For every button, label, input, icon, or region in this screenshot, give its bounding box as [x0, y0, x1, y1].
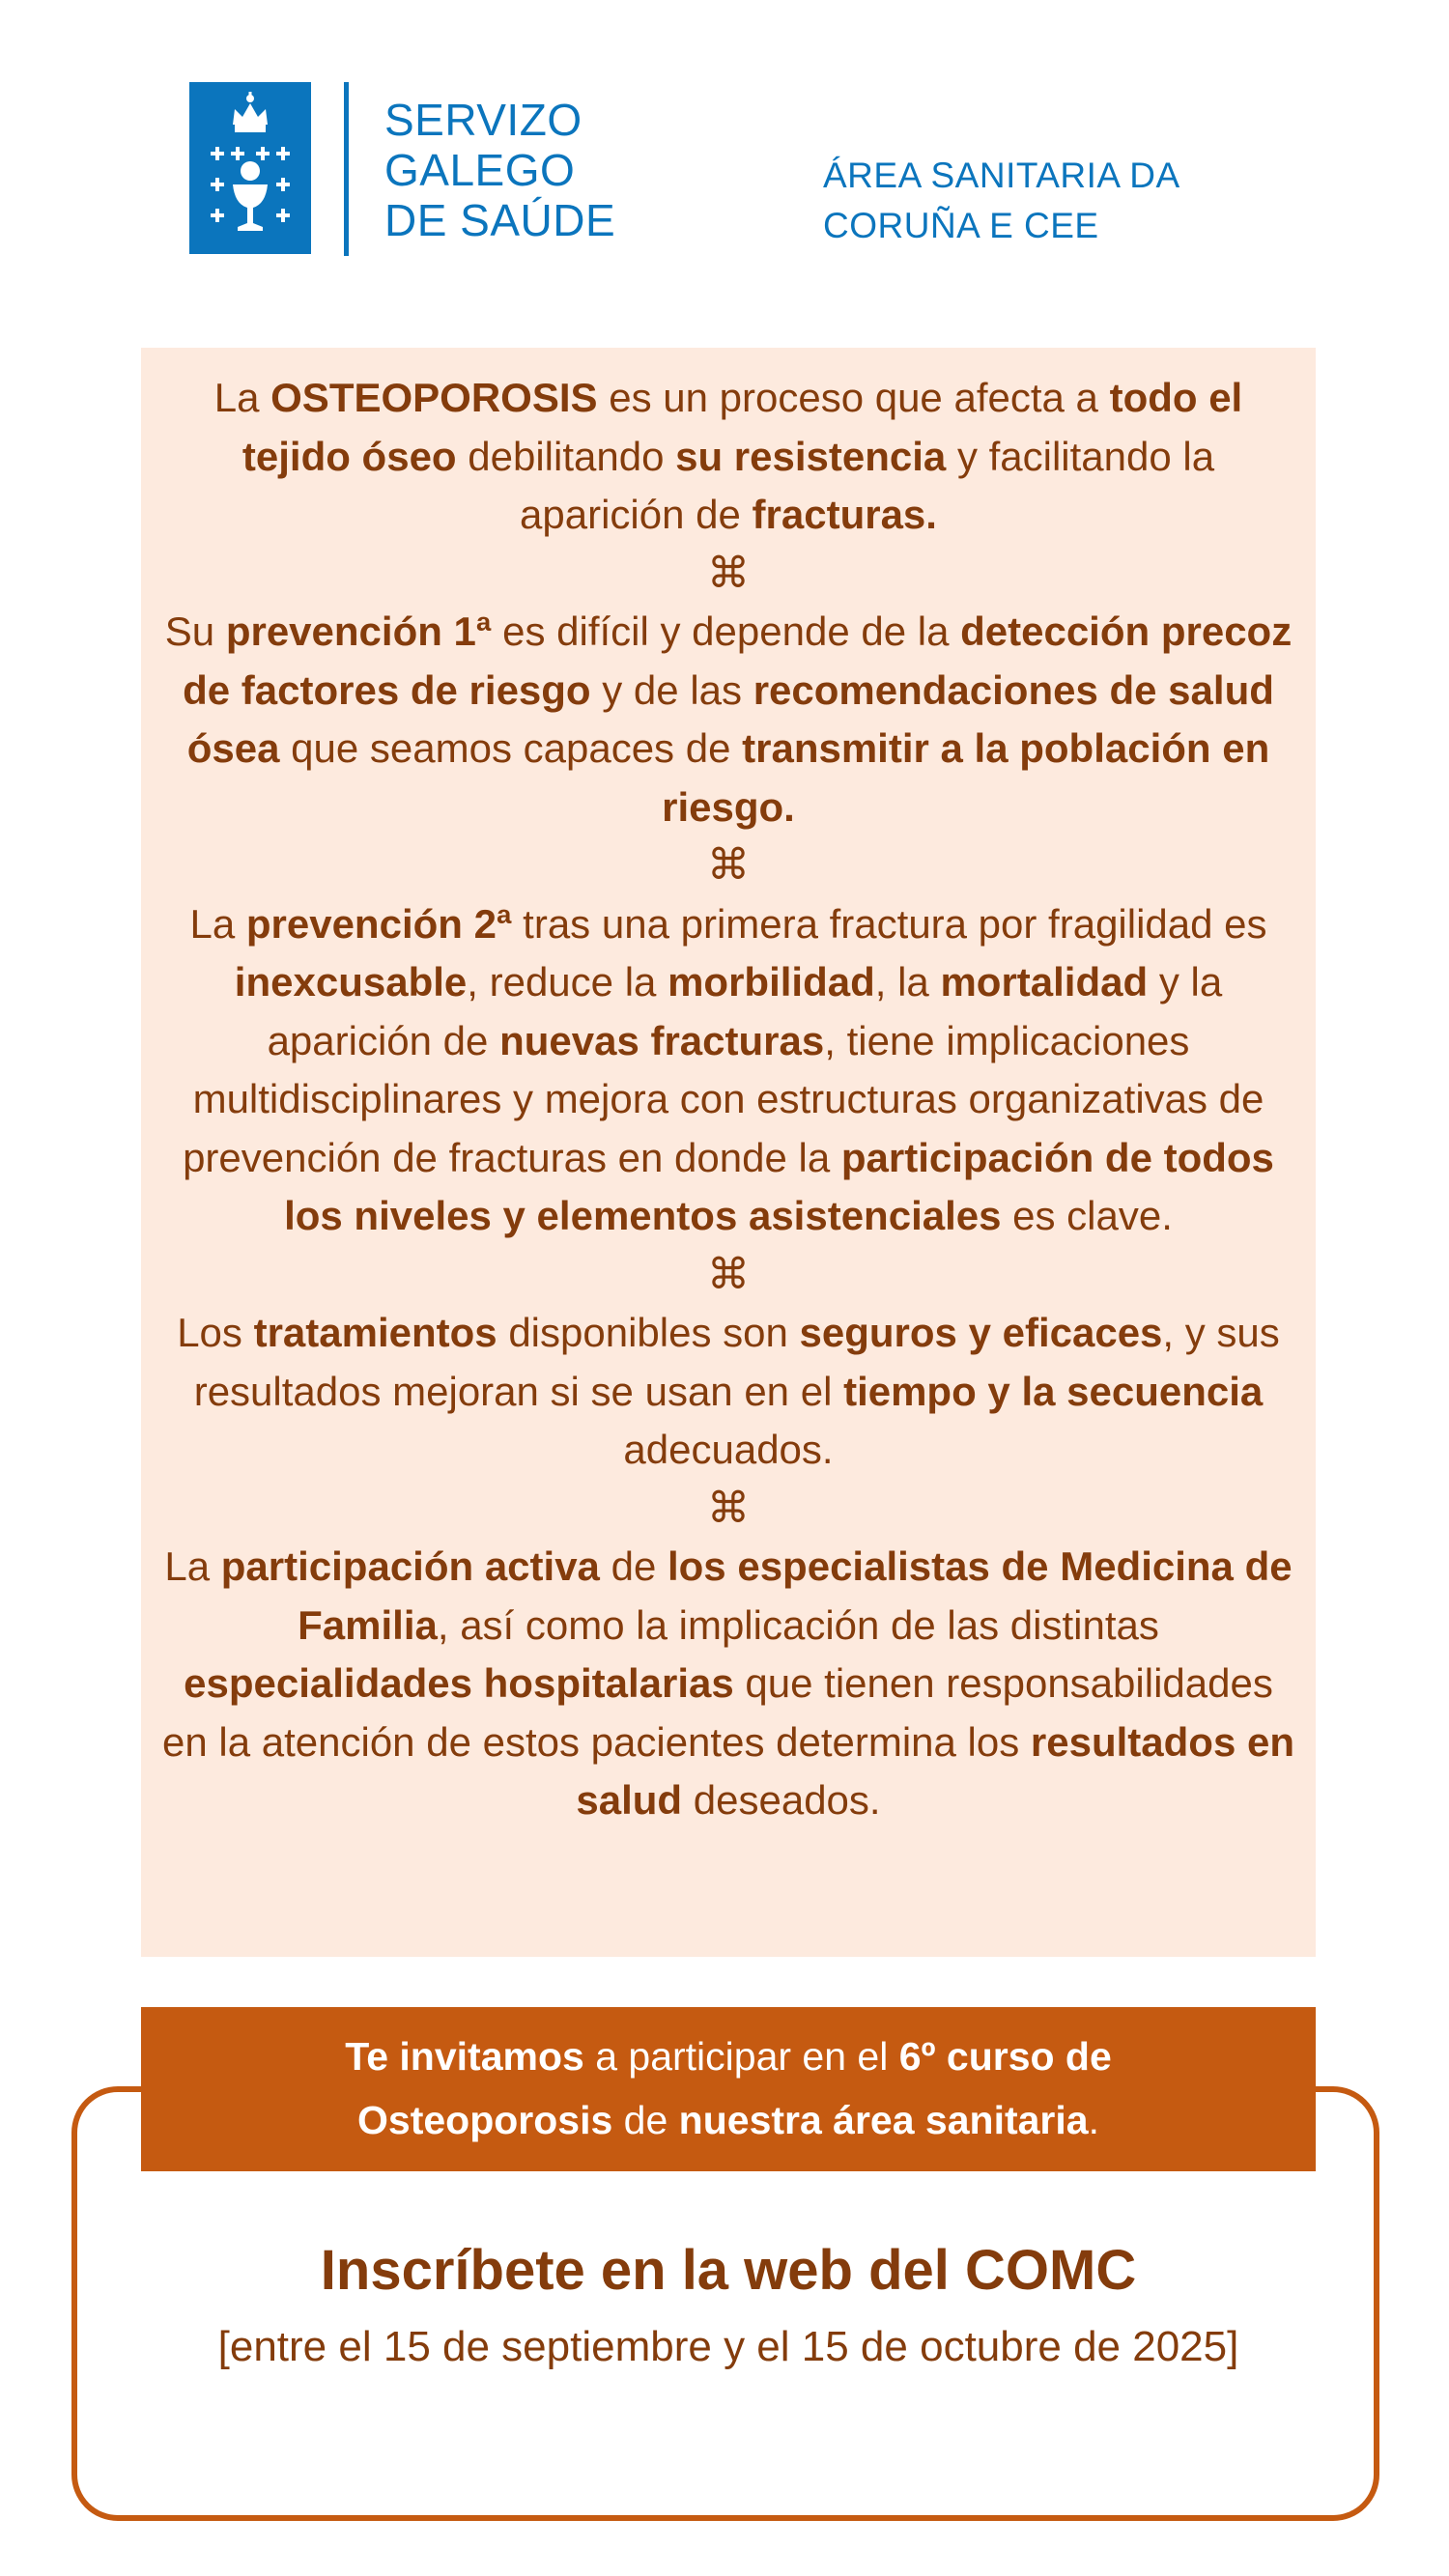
xunta-galicia-shield-logo — [189, 82, 311, 254]
org-name-line: DE SAÚDE — [384, 195, 616, 245]
paragraph-treatments: Los tratamientos disponibles son seguros y eficaces, y sus resultados mejoran si se usan en el tiempo y la secuencia adecuados. — [177, 1310, 1280, 1472]
area-name-line: ÁREA SANITARIA DA — [823, 156, 1180, 195]
crown-cross-chalice-icon — [189, 82, 311, 254]
registration-dates: [entre el 15 de septiembre y el 15 de octubre de 2025] — [217, 2323, 1239, 2370]
invitation-banner: Te invitamos a participar en el 6º curso de Osteoporosis de nuestra área sanitaria. — [141, 2007, 1316, 2171]
paragraph-participation: La participación activa de los especialistas de Medicina de Familia, así como la implicación de las distintas especialidades hospitalarias que tienen responsabilidades en la atención de estos pacientes determina los resultados en salud deseados. — [162, 1543, 1294, 1823]
command-separator-icon: ⌘ — [707, 1250, 750, 1298]
command-separator-icon: ⌘ — [707, 1484, 750, 1532]
area-name-line: CORUÑA E CEE — [823, 206, 1099, 245]
paragraph-primary-prevention: Su prevención 1ª es difícil y depende de la detección precoz de factores de riesgo y de las recomendaciones de salud ósea que seamos capaces de transmitir a la población en riesgo. — [164, 609, 1293, 830]
org-name — [384, 95, 615, 245]
registration-title: Inscríbete en la web del COMC — [320, 2239, 1137, 2302]
area-name — [823, 151, 1180, 251]
paragraph-secondary-prevention: La prevención 2ª tras una primera fractura por fragilidad es inexcusable, reduce la morbilidad, la mortalidad y la aparición de nuevas fracturas, tiene implicaciones multidisciplinares y mejora con estructuras organizativas de prevención de fracturas en donde la participación de todos los niveles y elementos asistenciales es clave. — [183, 900, 1274, 1238]
info-panel — [141, 348, 1316, 1957]
header — [0, 0, 1449, 290]
org-name-line: GALEGO — [384, 145, 576, 195]
logo-divider — [344, 82, 349, 256]
org-name-line: SERVIZO — [384, 95, 582, 145]
paragraph-osteoporosis: La OSTEOPOROSIS es un proceso que afecta a todo el tejido óseo debilitando su resistencia y facilitando la aparición de fracturas. — [213, 375, 1243, 537]
command-separator-icon: ⌘ — [707, 841, 750, 889]
command-separator-icon: ⌘ — [707, 549, 750, 597]
